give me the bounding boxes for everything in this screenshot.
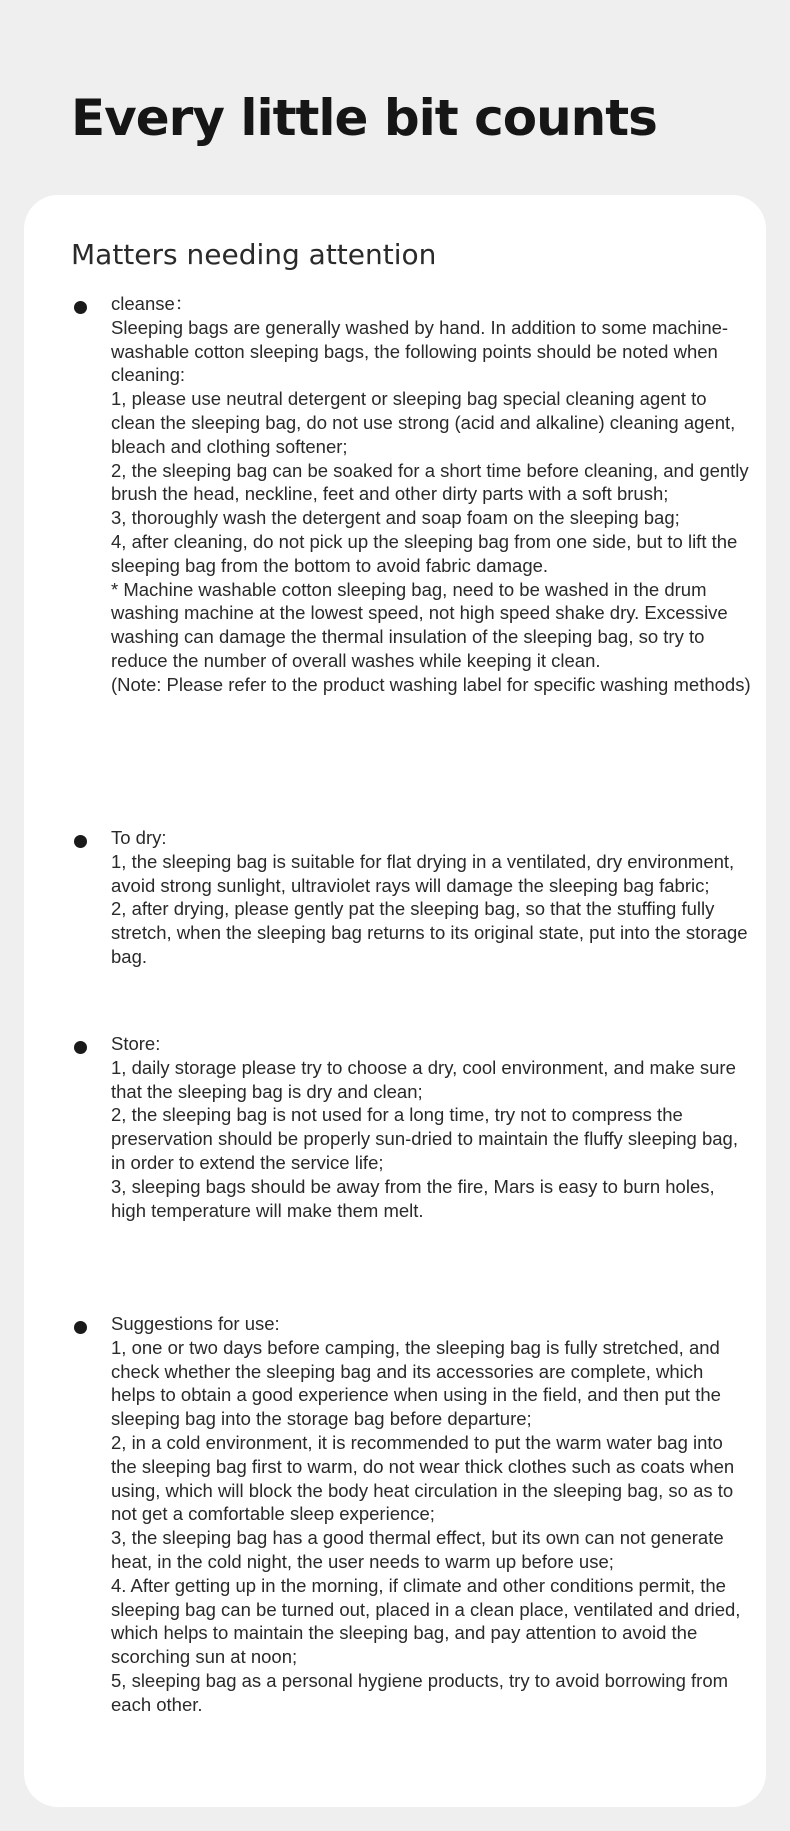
section-line: 3, thoroughly wash the detergent and soap foam on the sleeping bag; xyxy=(111,507,680,529)
bullet-icon xyxy=(74,1041,87,1054)
section-heading: Suggestions for use: xyxy=(111,1313,280,1334)
section-line: Sleeping bags are generally washed by hand. In addition to some machine-washable cotton sleeping bags, the following points should be noted when cleaning: xyxy=(111,316,729,386)
section-line: 3, sleeping bags should be away from the fire, Mars is easy to burn holes, high temperature will make them melt. xyxy=(111,1175,715,1221)
section-line: 1, daily storage please try to choose a dry, cool environment, and make sure that the sleeping bag is dry and clean; xyxy=(111,1056,736,1102)
section-line: 2, in a cold environment, it is recommended to put the warm water bag into the sleeping bag first to warm, do not wear thick clothes such as coats when using, which will block the body heat circulation in the sleeping bag, so as to not get a comfortable sleep experience; xyxy=(111,1431,735,1525)
section-heading: Store: xyxy=(111,1033,161,1054)
attention-card xyxy=(24,195,766,1807)
section-body xyxy=(111,826,751,969)
section-line: 2, the sleeping bag is not used for a long time, try not to compress the preservation should be properly sun-dried to maintain the fluffy sleeping bag, in order to extend the service life; xyxy=(111,1104,738,1173)
section-cleanse xyxy=(71,292,751,697)
section-body xyxy=(111,292,751,697)
page-headline: Every little bit counts xyxy=(71,89,657,147)
section-suggestions xyxy=(71,1312,751,1717)
section-to-dry xyxy=(71,826,751,969)
section-line: * Machine washable cotton sleeping bag, need to be washed in the drum washing machine at the lowest speed, not high speed shake dry. Excessive washing can damage the thermal insulation of the sleeping bag, so try to reduce the number of overall washes while keeping it clean. xyxy=(111,578,728,671)
card-title: Matters needing attention xyxy=(71,238,437,271)
section-line: 2, after drying, please gently pat the sleeping bag, so that the stuffing fully stretch, when the sleeping bag returns to its original state, put into the storage bag. xyxy=(111,898,748,967)
section-line: 4. After getting up in the morning, if climate and other conditions permit, the sleeping bag can be turned out, placed in a clean place, ventilated and dried, which helps to maintain the sleeping bag, and pay attention to avoid the scorching sun at noon; xyxy=(111,1574,741,1668)
section-line: 1, the sleeping bag is suitable for flat drying in a ventilated, dry environment, avoid strong sunlight, ultraviolet rays will damage the sleeping bag fabric; xyxy=(111,850,735,896)
section-line: 1, please use neutral detergent or sleeping bag special cleaning agent to clean the sleeping bag, do not use strong (acid and alkaline) cleaning agent, bleach and clothing softener; xyxy=(111,388,736,457)
section-store xyxy=(71,1032,751,1222)
section-body xyxy=(111,1032,751,1222)
section-line: 4, after cleaning, do not pick up the sleeping bag from one side, but to lift the sleeping bag from the bottom to avoid fabric damage. xyxy=(111,530,738,576)
section-line: 2, the sleeping bag can be soaked for a short time before cleaning, and gently brush the head, neckline, feet and other dirty parts with a soft brush; xyxy=(111,459,749,505)
section-body xyxy=(111,1312,751,1717)
bullet-icon xyxy=(74,835,87,848)
section-line: (Note: Please refer to the product washing label for specific washing methods) xyxy=(111,673,751,695)
section-line: 5, sleeping bag as a personal hygiene products, try to avoid borrowing from each other. xyxy=(111,1669,729,1715)
bullet-icon xyxy=(74,301,87,314)
section-heading: To dry: xyxy=(111,827,167,848)
section-line: 3, the sleeping bag has a good thermal effect, but its own can not generate heat, in the cold night, the user needs to warm up before use; xyxy=(111,1527,724,1572)
section-line: 1, one or two days before camping, the sleeping bag is fully stretched, and check whether the sleeping bag and its accessories are complete, which helps to obtain a good experience when using in the field, and then put the sleeping bag into the storage bag before departure; xyxy=(111,1336,721,1430)
bullet-icon xyxy=(74,1321,87,1334)
section-heading: cleanse： xyxy=(111,293,194,314)
